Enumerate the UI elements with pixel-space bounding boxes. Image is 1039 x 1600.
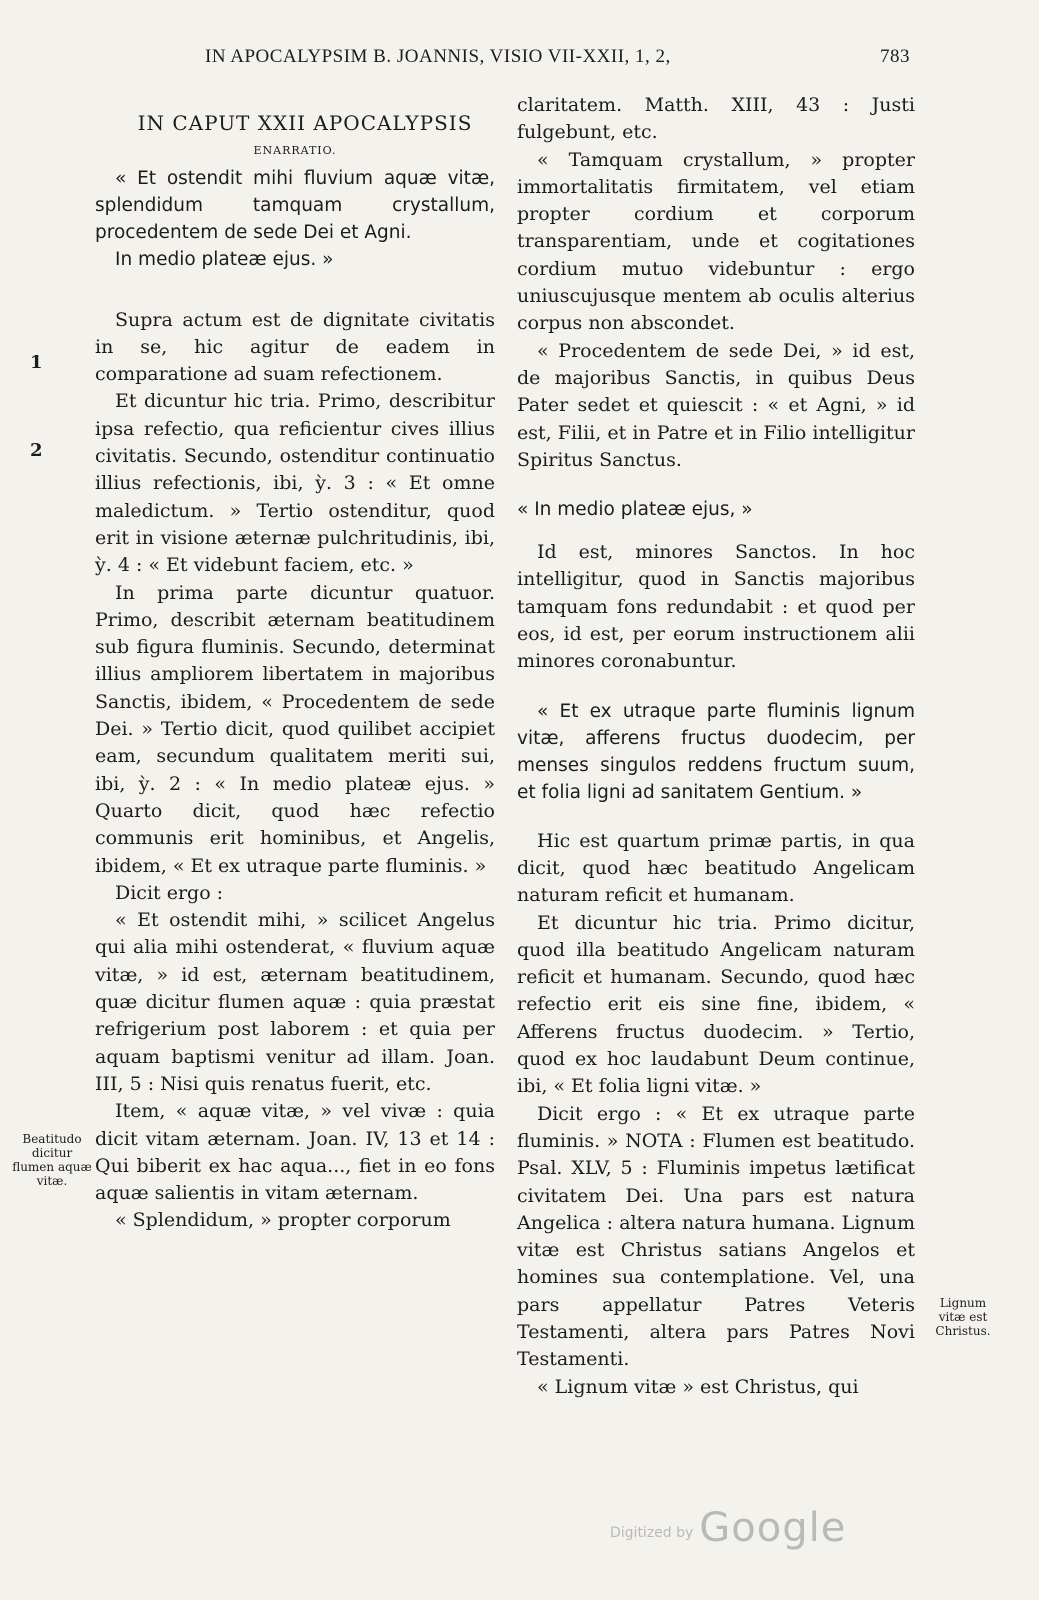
paragraph: claritatem. Matth. XIII, 43 : Justi fulgebunt, etc.: [517, 94, 915, 144]
digitization-watermark: [610, 1505, 846, 1551]
paragraph: « Lignum vitæ » est Christus, qui: [537, 1375, 859, 1398]
lemma-verse-2: In medio plateæ ejus. »: [115, 248, 334, 270]
paragraph: Supra actum est de dignitate civitatis in se, hic agitur de eadem in comparatione ad suam refectionem.: [95, 308, 495, 386]
digitized-by-text: Digitized by: [610, 1525, 694, 1541]
paragraph: Item, « aquæ vitæ, » vel vivæ : quia dicit vitam æternam. Joan. IV, 13 et 14 : Qui biberit ex hac aqua..., fiet in eo fons aquæ salientis in vitam æternam.: [95, 1100, 495, 1205]
verse-number-1: 1: [30, 352, 43, 373]
page-number: 783: [880, 46, 910, 67]
paragraph: Dicit ergo : « Et ex utraque parte fluminis. » NOTA : Flumen est beatitudo. Psal. XLV, 5 : Fluminis impetus lætificat civitatem Dei. Una pars est natura Angelica : altera natura humana. Lignum vitæ est Christus satians Angelos et homines sua contemplatione. Vel, una pars appellatur Patres Veteris Testamenti, altera pars Patres Novi Testamenti.: [517, 1102, 915, 1371]
running-head: [205, 46, 910, 68]
google-logo-text: Google: [699, 1505, 847, 1551]
paragraph: Et dicuntur hic tria. Primo, describitur ipsa refectio, qua reficientur cives illius civitatis. Secundo, ostenditur continuatio illius refectionis, ibi, ỳ. 3 : « Et omne maledictum. » Tertio ostenditur, quod erit in visione æternæ pulchritudinis, ibi, ỳ. 4 : « Et videbunt faciem, etc. »: [95, 390, 495, 577]
lemma-verse-1: « Et ostendit mihi fluvium aquæ vitæ, splendidum tamquam crystallum, procedentem de sede Dei et Agni.: [95, 167, 495, 243]
margin-gloss-left: Beatitudo dicitur flumen aquæ vitæ.: [12, 1132, 92, 1188]
left-column: [95, 110, 495, 1235]
paragraph: « Procedentem de sede Dei, » id est, de majoribus Sanctis, in quibus Deus Pater sedet et quiescit : « et Agni, » id est, Filii, et in Patre et in Filio intelligitur Spiritus Sanctus.: [517, 339, 915, 471]
paragraph: Hic est quartum primæ partis, in qua dicit, quod hæc beatitudo Angelicam naturam reficit et humanam.: [517, 829, 915, 907]
lemma-verse-2b: « Et ex utraque parte fluminis lignum vitæ, afferens fructus duodecim, per menses singulos reddens fructum suum, et folia ligni ad sanitatem Gentium. »: [517, 700, 915, 803]
right-column: [517, 92, 915, 1401]
paragraph: « Tamquam crystallum, » propter immortalitatis firmitatem, vel etiam propter cordium et corporum transparentiam, unde et cogitationes cordium mutuo videbuntur : ergo uniuscujusque mentem ab oculis alterius corpus non abscondet.: [517, 148, 915, 335]
verse-number-2: 2: [30, 440, 43, 461]
lemma-verse-2-repeat: « In medio plateæ ejus, »: [517, 499, 753, 521]
paragraph: « Splendidum, » propter corporum: [115, 1209, 451, 1232]
paragraph: In prima parte dicuntur quatuor. Primo, describit æternam beatitudinem sub figura fluminis. Secundo, determinat illius ampliorem libertatem in majoribus Sanctis, ibidem, « Procedentem de sede Dei. » Tertio dicit, quod quilibet accipiet eam, secundum qualitatem meriti sui, ibi, ỳ. 2 : « In medio plateæ ejus. » Quarto dicit, quod hæc refectio communis erit hominibus, et Angelis, ibidem, « Et ex utraque parte fluminis. »: [95, 581, 495, 877]
paragraph: « Et ostendit mihi, » scilicet Angelus qui alia mihi ostenderat, « fluvium aquæ vitæ, » id est, æternam beatitudinem, quæ dicitur flumen aquæ : quia præstat refrigerium post laborem : et quia per aquam baptismi venitur ad illam. Joan. III, 5 : Nisi quis renatus fuerit, etc.: [95, 909, 495, 1095]
margin-gloss-right: Lignum vitæ est Christus.: [935, 1296, 991, 1338]
paragraph: Et dicuntur hic tria. Primo dicitur, quod illa beatitudo Angelicam naturam reficit et humanam. Secundo, quod hæc refectio erit eis sine fine, ibidem, « Afferens fructus duodecim. » Tertio, quod ex hoc laudabunt Deum continue, ibi, « Et folia ligni vitæ. »: [517, 911, 915, 1098]
paragraph: Dicit ergo :: [115, 881, 224, 904]
subheading: ENARRATIO.: [253, 144, 337, 158]
chapter-heading: IN CAPUT XXII APOCALYPSIS: [137, 111, 473, 135]
running-title: IN APOCALYPSIM B. JOANNIS, VISIO VII-XXII, 1, 2,: [205, 46, 671, 67]
paragraph: Id est, minores Sanctos. In hoc intelligitur, quod in Sanctis majoribus tamquam fons redundabit : et quod per eos, id est, per eorum instructionem alii minores coronabuntur.: [517, 541, 915, 673]
